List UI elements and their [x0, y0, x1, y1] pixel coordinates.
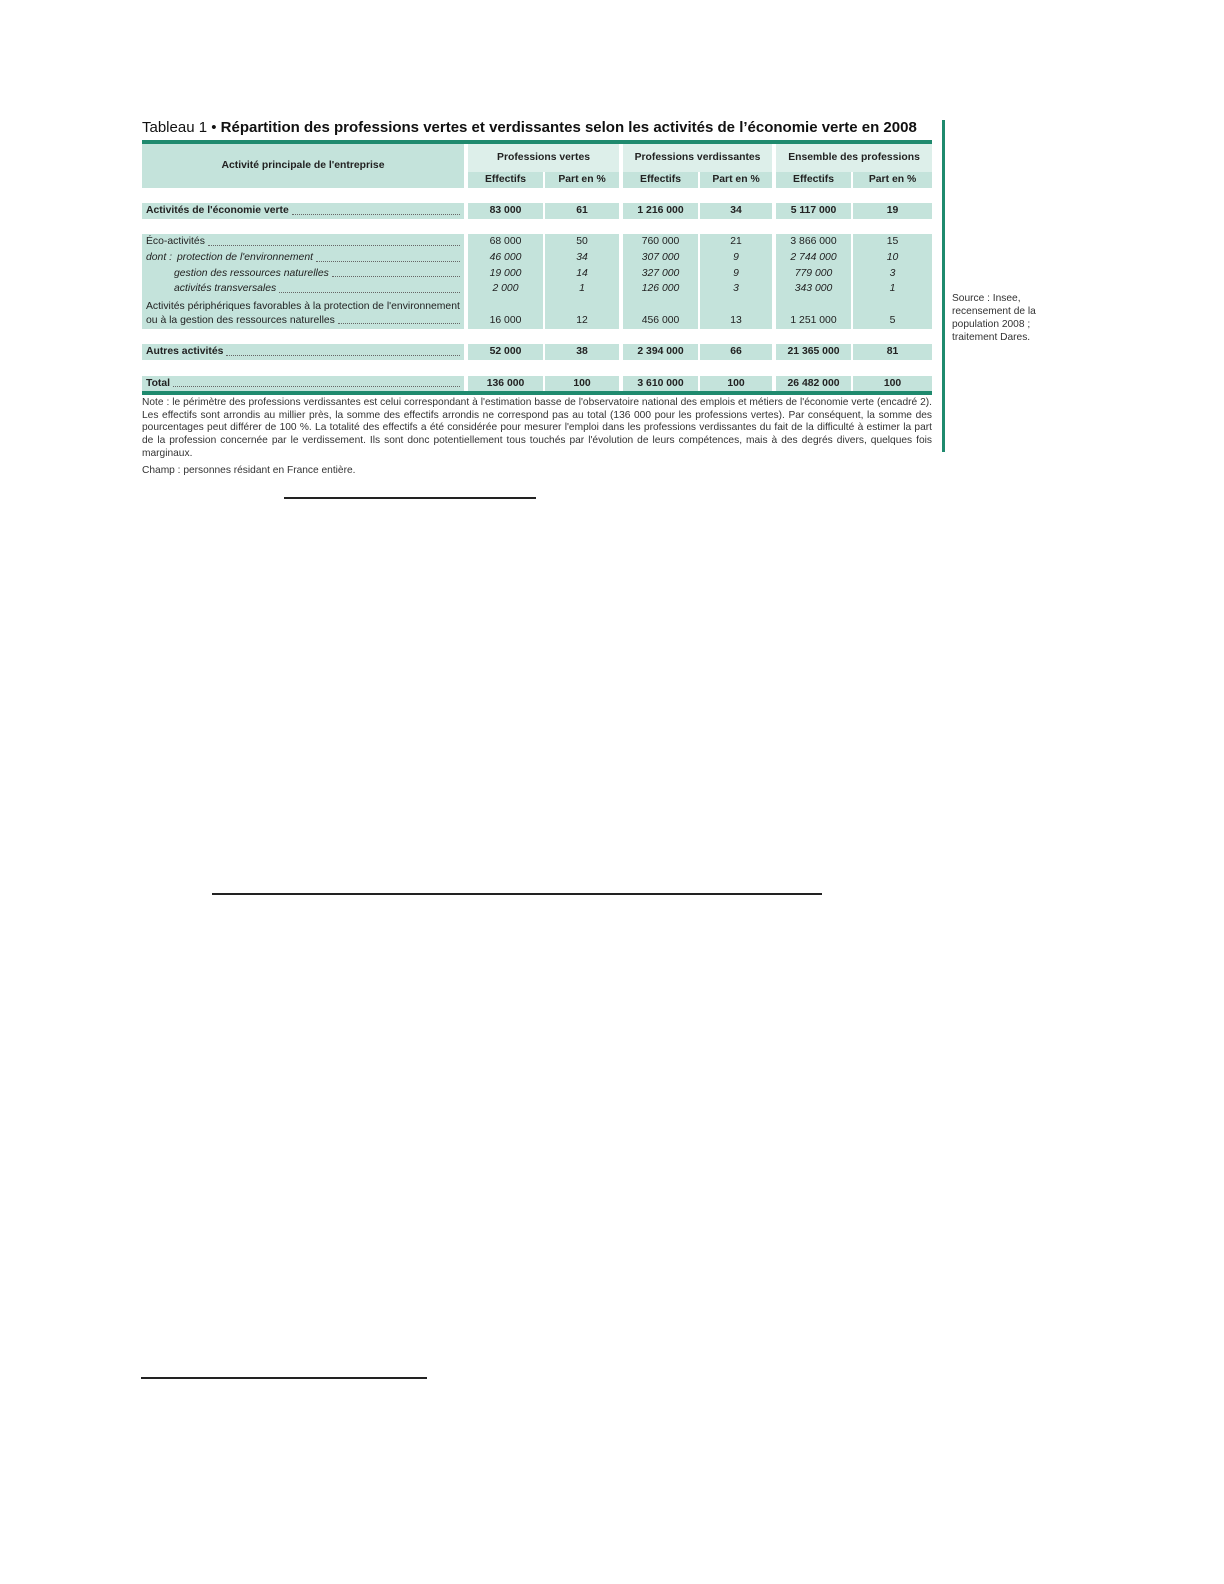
table-cell: 760 000: [623, 234, 700, 250]
table-cell: 1 216 000: [623, 203, 700, 219]
row-label: protection de l'environnement: [177, 251, 313, 263]
table-cell: 3: [853, 266, 932, 282]
group-header-vertes: Professions vertes: [468, 144, 623, 172]
table-row: [142, 234, 932, 250]
table-notes: [142, 397, 932, 478]
table-cell: 21 365 000: [776, 344, 853, 360]
table-row: [142, 344, 932, 360]
table-cell: 50: [545, 234, 623, 250]
table-cell: 15: [853, 234, 932, 250]
table-row: [142, 297, 932, 329]
row-label: Total: [146, 377, 171, 389]
note-text: Note : le périmètre des professions verdissantes est celui correspondant à l'estimation basse de l'observatoire national des emplois et métiers de l'économie verte (encadré 2). Les effectifs sont arrondis au millier près, la somme des effectifs arrondis ne correspond pas au total (136 000 pour les professions vertes). Par conséquent, la somme des pourcentages peut différer de 100 %. La totalité des effectifs a été considérée pour mesurer l'emploi dans les professions verdissantes du fait de la difficulté à estimer la part de la profession concernée par le verdissement. Ils sont donc potentiellement tous touchés par l'évolution de leurs compétences, mais à des degrés divers, quelques fois marginaux.: [142, 397, 932, 459]
table-cell: 26 482 000: [776, 376, 853, 392]
subcol-header: Part en %: [545, 172, 623, 188]
table-title: [142, 118, 932, 140]
subcol-header: Effectifs: [776, 172, 853, 188]
footnote-rule: [141, 1377, 427, 1379]
horizontal-rule: [284, 497, 536, 499]
table-row: [142, 250, 932, 266]
table-cell: 34: [545, 250, 623, 266]
champ-text: Champ : personnes résidant en France entière.: [142, 465, 356, 477]
row-label: Éco-activités: [146, 236, 205, 248]
side-divider: [942, 120, 945, 452]
table-cell: 34: [700, 203, 776, 219]
table-cell: 12: [545, 297, 623, 329]
table-cell: 1: [853, 281, 932, 297]
table-cell: 100: [545, 376, 623, 392]
table-cell: 779 000: [776, 266, 853, 282]
subcol-header: Effectifs: [468, 172, 545, 188]
table-row-total: [142, 376, 932, 392]
table-cell: 81: [853, 344, 932, 360]
subcol-header: Part en %: [700, 172, 776, 188]
table-cell: 14: [545, 266, 623, 282]
table-cell: 343 000: [776, 281, 853, 297]
table-cell: 21: [700, 234, 776, 250]
table-cell: 136 000: [468, 376, 545, 392]
row-label-line1: Activités périphériques favorables à la protection de l'environnement: [146, 300, 460, 312]
table-title-text: Répartition des professions vertes et verdissantes selon les activités de l’économie verte en 2008: [220, 119, 917, 136]
row-label-prefix: dont :: [146, 251, 172, 263]
table-cell: 13: [700, 297, 776, 329]
table-cell: 100: [853, 376, 932, 392]
table-cell: 5: [853, 297, 932, 329]
table-cell: 68 000: [468, 234, 545, 250]
table-cell: 16 000: [468, 297, 545, 329]
table-cell: 327 000: [623, 266, 700, 282]
table-cell: 61: [545, 203, 623, 219]
table-row: [142, 281, 932, 297]
group-header-ensemble: Ensemble des professions: [776, 144, 932, 172]
table-row: [142, 203, 932, 219]
table-cell: 9: [700, 250, 776, 266]
table-cell: 83 000: [468, 203, 545, 219]
table-row: [142, 266, 932, 282]
table-cell: 19: [853, 203, 932, 219]
table-cell: 307 000: [623, 250, 700, 266]
table-cell: 2 744 000: [776, 250, 853, 266]
table-cell: 46 000: [468, 250, 545, 266]
table-cell: 10: [853, 250, 932, 266]
group-header-verdissantes: Professions verdissantes: [623, 144, 776, 172]
table-cell: 2 000: [468, 281, 545, 297]
table-cell: 1: [545, 281, 623, 297]
table-cell: 3 610 000: [623, 376, 700, 392]
row-label-line2: ou à la gestion des ressources naturelles: [146, 314, 335, 326]
table-cell: 3 866 000: [776, 234, 853, 250]
table-cell: 1 251 000: [776, 297, 853, 329]
table-cell: 19 000: [468, 266, 545, 282]
table-cell: 126 000: [623, 281, 700, 297]
table-cell: 2 394 000: [623, 344, 700, 360]
table-cell: 52 000: [468, 344, 545, 360]
table-cell: 456 000: [623, 297, 700, 329]
table-cell: 3: [700, 281, 776, 297]
subcol-header: Part en %: [853, 172, 932, 188]
table-cell: 100: [700, 376, 776, 392]
row-label: Activités de l'économie verte: [146, 205, 289, 217]
table-title-prefix: Tableau 1 •: [142, 119, 217, 136]
table-cell: 66: [700, 344, 776, 360]
table-cell: 9: [700, 266, 776, 282]
horizontal-rule: [212, 893, 822, 895]
row-label: activités transversales: [174, 283, 277, 295]
subcol-header: Effectifs: [623, 172, 700, 188]
data-table: [142, 140, 932, 395]
source-note: Source : Insee, recensement de la population 2008 ; traitement Dares.: [952, 293, 1036, 343]
row-label: gestion des ressources naturelles: [174, 267, 329, 279]
table-cell: 38: [545, 344, 623, 360]
table-cell: 5 117 000: [776, 203, 853, 219]
row-label-header: Activité principale de l'entreprise: [142, 144, 468, 188]
table-block: [142, 118, 932, 483]
row-label: Autres activités: [146, 346, 224, 358]
